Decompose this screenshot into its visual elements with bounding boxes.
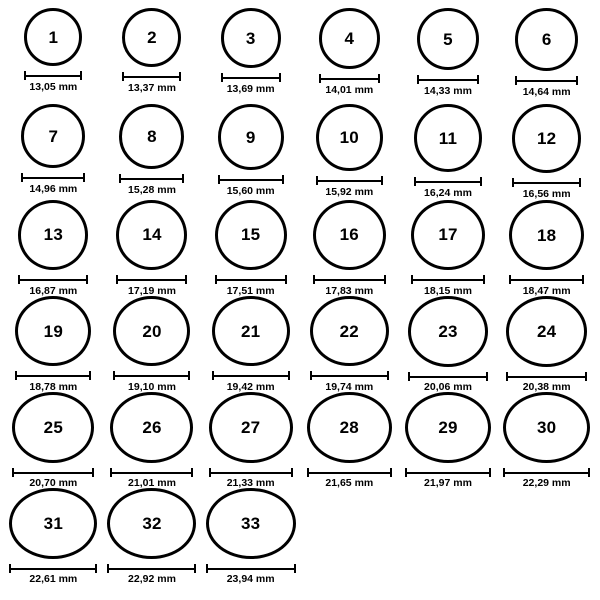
measure-line: [122, 76, 181, 78]
measure-line: [503, 472, 590, 474]
measure-tick-left: [319, 74, 321, 83]
measure-line: [107, 568, 196, 570]
diameter-measure-bar: [209, 468, 293, 475]
ring-circle: [313, 200, 386, 270]
ring-size-label: 28: [339, 417, 359, 437]
ring-size-cell: [300, 8, 399, 104]
measure-tick-left: [307, 468, 309, 477]
ring-circle: [209, 392, 293, 463]
measure-tick-right: [282, 175, 284, 184]
measure-line: [221, 77, 281, 79]
measure-line: [319, 78, 380, 80]
ring-size-label: 21: [241, 321, 261, 341]
measure-tick-left: [316, 176, 318, 185]
ring-size-label: 31: [43, 514, 63, 534]
measure-tick-right: [80, 71, 82, 80]
ring-size-cell: [201, 8, 300, 104]
measure-tick-right: [285, 275, 287, 284]
ring-size-label: 5: [443, 29, 453, 49]
ring-circle: [307, 392, 392, 463]
measure-line: [411, 279, 485, 281]
diameter-value: 15,28 mm: [128, 184, 176, 196]
diameter-measure-bar: [506, 372, 587, 379]
ring-size-cell: [201, 488, 300, 584]
measure-tick-right: [95, 564, 97, 573]
ring-size-cell: [103, 296, 202, 392]
measure-tick-right: [579, 178, 581, 187]
diameter-measure-bar: [414, 177, 482, 185]
ring-size-cell: [4, 488, 103, 584]
diameter-measure-bar: [122, 72, 181, 80]
ring-size-label: 23: [438, 321, 458, 341]
ring-size-cell: [103, 392, 202, 488]
ring-circle: [509, 200, 584, 270]
measure-line: [515, 80, 578, 82]
measure-tick-left: [313, 275, 315, 284]
diameter-measure-bar: [18, 275, 88, 283]
ring-size-cell: [4, 392, 103, 488]
measure-tick-right: [179, 72, 181, 81]
diameter-value: 21,97 mm: [424, 476, 472, 489]
measure-tick-right: [378, 74, 380, 83]
diameter-value: 20,70 mm: [29, 476, 78, 489]
diameter-value: 14,01 mm: [325, 84, 374, 96]
diameter-value: 18,47 mm: [522, 284, 571, 297]
measure-line: [405, 472, 491, 474]
measure-tick-left: [509, 275, 511, 284]
measure-line: [119, 178, 184, 180]
measure-tick-right: [182, 174, 184, 183]
diameter-measure-bar: [221, 73, 281, 81]
measure-tick-right: [288, 371, 290, 380]
ring-circle: [119, 104, 184, 169]
measure-tick-right: [83, 173, 85, 182]
ring-size-cell: [497, 200, 596, 296]
measure-tick-left: [215, 275, 217, 284]
measure-tick-left: [107, 564, 109, 573]
ring-circle: [107, 488, 196, 559]
ring-size-cell: [4, 104, 103, 200]
measure-line: [9, 568, 97, 570]
diameter-measure-bar: [21, 173, 85, 181]
ring-size-cell: [4, 200, 103, 296]
diameter-value: 14,64 mm: [522, 86, 571, 98]
measure-tick-left: [512, 178, 514, 187]
measure-tick-left: [310, 371, 312, 380]
ring-size-cell: [399, 296, 498, 392]
measure-line: [116, 279, 187, 281]
measure-tick-left: [24, 71, 26, 80]
ring-size-label: 1: [48, 27, 59, 47]
measure-tick-right: [477, 75, 479, 84]
measure-line: [408, 376, 488, 378]
ring-size-label: 4: [344, 29, 355, 48]
diameter-measure-bar: [215, 275, 287, 283]
ring-size-cell: [497, 104, 596, 200]
measure-tick-left: [506, 372, 508, 381]
ring-circle: [405, 392, 491, 463]
ring-circle: [206, 488, 296, 559]
diameter-value: 17,83 mm: [325, 284, 374, 297]
measure-tick-left: [113, 371, 115, 380]
ring-circle: [122, 8, 181, 67]
ring-circle: [408, 296, 488, 367]
ring-size-cell: [300, 392, 399, 488]
ring-size-cell: [201, 104, 300, 200]
diameter-value: 20,38 mm: [522, 380, 571, 393]
diameter-value: 13,37 mm: [128, 82, 176, 94]
ring-size-label: 3: [245, 28, 256, 48]
diameter-value: 21,65 mm: [325, 476, 374, 489]
measure-tick-left: [408, 372, 410, 381]
diameter-measure-bar: [107, 564, 196, 570]
ring-circle: [512, 104, 581, 173]
diameter-measure-bar: [206, 564, 296, 570]
ring-size-label: 14: [142, 225, 162, 245]
ring-size-label: 15: [241, 225, 261, 245]
ring-circle: [24, 8, 82, 66]
ring-circle: [503, 392, 590, 463]
ring-circle: [110, 392, 193, 463]
measure-line: [316, 180, 383, 182]
ring-size-cell: [103, 104, 202, 200]
diameter-measure-bar: [9, 564, 97, 570]
measure-tick-left: [515, 76, 517, 85]
diameter-value: 14,96 mm: [29, 183, 78, 195]
diameter-measure-bar: [503, 468, 590, 474]
measure-tick-left: [12, 468, 14, 477]
ring-circle: [215, 200, 287, 270]
ring-circle: [12, 392, 94, 463]
measure-tick-right: [582, 275, 584, 284]
diameter-measure-bar: [212, 371, 290, 378]
ring-size-label: 19: [43, 321, 63, 341]
measure-tick-right: [585, 372, 587, 381]
measure-tick-right: [194, 564, 196, 573]
measure-line: [212, 375, 290, 377]
diameter-value: 13,05 mm: [29, 81, 78, 93]
measure-tick-right: [483, 275, 485, 284]
diameter-value: 16,87 mm: [29, 284, 78, 297]
ring-size-cell: [300, 200, 399, 296]
ring-size-label: 29: [438, 418, 458, 437]
ring-size-grid: [4, 8, 596, 584]
ring-circle: [15, 296, 91, 366]
ring-size-cell: [4, 8, 103, 104]
diameter-measure-bar: [319, 74, 380, 82]
measure-tick-right: [588, 468, 590, 477]
measure-tick-right: [185, 275, 187, 284]
measure-line: [509, 279, 584, 281]
measure-tick-left: [221, 73, 223, 82]
diameter-measure-bar: [15, 371, 91, 378]
diameter-value: 14,33 mm: [424, 85, 472, 97]
measure-line: [307, 472, 392, 474]
ring-circle: [113, 296, 190, 366]
measure-tick-right: [387, 371, 389, 380]
diameter-value: 23,94 mm: [226, 572, 275, 585]
ring-circle: [21, 104, 85, 168]
ring-size-cell: [300, 296, 399, 392]
ring-circle: [18, 200, 88, 270]
measure-tick-left: [417, 75, 419, 84]
measure-line: [209, 472, 293, 474]
measure-tick-left: [218, 175, 220, 184]
measure-line: [24, 75, 82, 77]
measure-line: [12, 472, 94, 474]
measure-tick-right: [86, 275, 88, 284]
measure-line: [512, 182, 581, 184]
ring-size-label: 22: [339, 321, 359, 341]
measure-line: [506, 376, 587, 378]
diameter-measure-bar: [307, 468, 392, 475]
measure-tick-right: [191, 468, 193, 477]
ring-size-label: 11: [438, 128, 458, 148]
ring-size-cell: [399, 8, 498, 104]
diameter-value: 20,06 mm: [424, 380, 472, 393]
measure-tick-left: [206, 564, 208, 573]
measure-tick-right: [576, 76, 578, 85]
measure-tick-left: [405, 468, 407, 477]
diameter-value: 19,10 mm: [128, 380, 176, 393]
ring-size-label: 25: [43, 417, 63, 437]
diameter-measure-bar: [405, 468, 491, 475]
measure-tick-right: [294, 564, 296, 573]
ring-size-label: 13: [43, 225, 63, 245]
ring-size-cell: [497, 296, 596, 392]
measure-tick-left: [212, 371, 214, 380]
measure-tick-left: [119, 174, 121, 183]
diameter-measure-bar: [110, 468, 193, 475]
measure-tick-right: [486, 372, 488, 381]
ring-size-cell: [4, 296, 103, 392]
diameter-value: 15,92 mm: [325, 186, 374, 198]
diameter-measure-bar: [512, 178, 581, 186]
diameter-value: 16,24 mm: [424, 187, 472, 199]
ring-circle: [310, 296, 389, 366]
ring-size-label: 9: [245, 127, 256, 147]
diameter-measure-bar: [310, 371, 389, 378]
ring-circle: [316, 104, 383, 171]
measure-tick-left: [414, 177, 416, 186]
measure-tick-right: [384, 275, 386, 284]
measure-tick-right: [489, 468, 491, 477]
measure-tick-left: [9, 564, 11, 573]
ring-size-label: 17: [438, 225, 458, 245]
diameter-value: 19,42 mm: [226, 380, 275, 393]
ring-size-cell: [201, 296, 300, 392]
ring-size-label: 16: [339, 225, 359, 245]
ring-size-label: 30: [537, 418, 557, 438]
diameter-measure-bar: [119, 174, 184, 182]
diameter-measure-bar: [218, 175, 284, 183]
ring-circle: [212, 296, 290, 366]
diameter-measure-bar: [411, 275, 485, 283]
ring-size-cell: [497, 392, 596, 488]
diameter-measure-bar: [417, 75, 479, 83]
measure-tick-right: [291, 468, 293, 477]
measure-tick-left: [110, 468, 112, 477]
measure-tick-right: [89, 371, 91, 380]
measure-line: [215, 279, 287, 281]
ring-size-cell: [201, 392, 300, 488]
ring-size-label: 26: [142, 417, 162, 437]
diameter-measure-bar: [24, 71, 82, 79]
ring-size-label: 7: [48, 126, 59, 146]
measure-line: [113, 375, 190, 377]
diameter-measure-bar: [408, 372, 488, 379]
ring-size-cell: [497, 8, 596, 104]
measure-line: [21, 177, 85, 179]
measure-tick-right: [188, 371, 190, 380]
measure-line: [206, 568, 296, 570]
measure-tick-left: [116, 275, 118, 284]
measure-line: [110, 472, 193, 474]
diameter-measure-bar: [12, 468, 94, 475]
diameter-value: 21,33 mm: [226, 476, 275, 489]
ring-size-cell: [399, 104, 498, 200]
diameter-value: 21,01 mm: [128, 476, 176, 489]
measure-line: [414, 181, 482, 183]
ring-size-label: 12: [537, 129, 557, 148]
measure-tick-left: [18, 275, 20, 284]
ring-size-label: 20: [142, 321, 162, 341]
ring-circle: [319, 8, 380, 69]
ring-size-cell: [103, 488, 202, 584]
measure-tick-left: [122, 72, 124, 81]
ring-circle: [218, 104, 284, 170]
ring-size-label: 24: [537, 321, 557, 341]
measure-tick-right: [279, 73, 281, 82]
ring-size-label: 32: [142, 514, 162, 534]
measure-tick-left: [411, 275, 413, 284]
diameter-measure-bar: [113, 371, 190, 378]
ring-circle: [221, 8, 281, 68]
diameter-value: 19,74 mm: [325, 380, 374, 393]
measure-line: [310, 375, 389, 377]
ring-size-cell: [300, 104, 399, 200]
ring-size-cell: [399, 200, 498, 296]
diameter-value: 22,92 mm: [128, 572, 176, 585]
ring-size-cell: [201, 200, 300, 296]
measure-tick-right: [381, 176, 383, 185]
diameter-measure-bar: [313, 275, 386, 283]
ring-size-cell: [103, 8, 202, 104]
ring-size-label: 33: [241, 514, 261, 534]
ring-circle: [411, 200, 485, 270]
ring-size-label: 6: [541, 30, 552, 49]
ring-size-label: 18: [537, 225, 557, 245]
ring-circle: [9, 488, 97, 559]
ring-circle: [417, 8, 479, 70]
diameter-measure-bar: [515, 76, 578, 84]
diameter-measure-bar: [509, 275, 584, 282]
measure-tick-left: [503, 468, 505, 477]
diameter-value: 17,19 mm: [128, 284, 176, 297]
ring-circle: [414, 104, 482, 172]
measure-tick-right: [390, 468, 392, 477]
ring-size-label: 10: [339, 128, 359, 147]
diameter-value: 13,69 mm: [226, 83, 275, 95]
ring-size-label: 8: [147, 127, 157, 146]
ring-circle: [506, 296, 587, 367]
diameter-value: 22,61 mm: [29, 572, 78, 585]
diameter-value: 17,51 mm: [226, 284, 275, 297]
ring-size-cell: [103, 200, 202, 296]
diameter-value: 16,56 mm: [522, 188, 571, 200]
ring-circle: [515, 8, 578, 71]
ring-size-label: 2: [147, 28, 157, 47]
measure-tick-left: [21, 173, 23, 182]
measure-line: [417, 79, 479, 81]
diameter-measure-bar: [116, 275, 187, 283]
measure-line: [15, 375, 91, 377]
diameter-value: 18,15 mm: [424, 284, 472, 297]
measure-line: [218, 179, 284, 181]
ring-circle: [116, 200, 187, 270]
ring-size-label: 27: [241, 417, 261, 437]
measure-line: [313, 279, 386, 281]
ring-size-cell: [399, 392, 498, 488]
diameter-value: 18,78 mm: [29, 380, 78, 393]
measure-tick-left: [15, 371, 17, 380]
diameter-value: 22,29 mm: [522, 476, 571, 489]
measure-tick-right: [480, 177, 482, 186]
measure-line: [18, 279, 88, 281]
measure-tick-right: [92, 468, 94, 477]
diameter-value: 15,60 mm: [226, 185, 275, 197]
diameter-measure-bar: [316, 176, 383, 184]
measure-tick-left: [209, 468, 211, 477]
